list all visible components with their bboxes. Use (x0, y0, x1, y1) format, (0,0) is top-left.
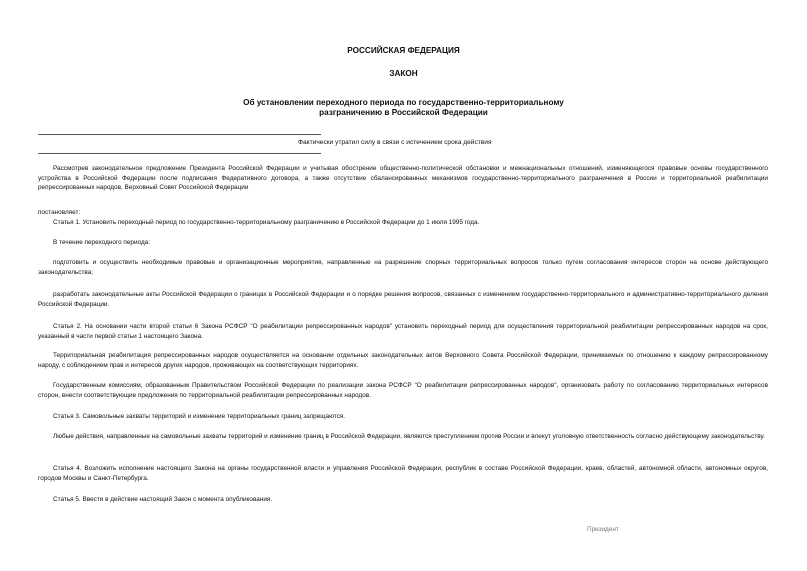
article-3-paragraph: Статья 3. Самовольные захваты территорий и изменение территориальных границ запрещаются. (53, 413, 346, 420)
preamble-paragraph: Рассмотрев законодательное предложение Президента Российской Федерации и учитывая обострение общественно-политической обстановки и межнациональных отношений, изменяющегося правовые основы государственного устройства в Российской Федерации после подписания Федеративного договора, а также отсутствие сбалансированных механизмов государственно-территориального разграничения в России и территориальной реабилитации репрессированных народов, Верховный Совет Российской Федерации (38, 165, 768, 192)
country-heading: РОССИЙСКАЯ ФЕДЕРАЦИЯ (347, 46, 460, 55)
article-4-paragraph: Статья 4. Возложить исполнение настоящего Закона на органы государственной власти и управления Российской Федерации, республик в составе Российской Федерации, краев, областей, автономной области, автономных округов, городов Москвы и Санкт-Петербурга. (38, 465, 768, 482)
resolves-line: постановляет: (38, 209, 81, 216)
develop-item-paragraph: разработать законодательные акты Российской Федерации о границах в Российской Федерации и о порядке решения вопросов, связанных с изменением государственно-территориального и административно-территориального деления Российской Федерации. (38, 291, 768, 308)
divider-top (38, 134, 321, 135)
article-5-paragraph: Статья 5. Ввести в действие настоящий Закон с момента опубликования. (53, 496, 273, 503)
document-type-heading: ЗАКОН (389, 69, 418, 78)
document-title (0, 98, 807, 118)
title-line-2: разграничению в Российской Федерации (319, 108, 488, 117)
any-actions-paragraph: Любые действия, направленные на самовольные захваты территорий и изменение границ в Российской Федерации, являются преступлением против России и влекут уголовную ответственность согласно действующему законодательству. (53, 433, 765, 440)
article-1-paragraph: Статья 1. Установить переходный период по государственно-территориальному разграничению в Российской Федерации до 1 июля 1995 года. (53, 219, 480, 226)
signature-president: Президент (587, 526, 619, 533)
status-note: Фактически утратил силу в связи с истечением срока действия (298, 139, 492, 146)
article-2-paragraph: Статья 2. На основании части второй статьи 6 Закона РСФСР "О реабилитации репрессированных народов" установить переходный период для осуществления территориальной реабилитации репрессированных народов на срок, указанный в части первой статьи 1 настоящего Закона. (38, 323, 768, 340)
territorial-rehabilitation-paragraph: Территориальная реабилитация репрессированных народов осуществляется на основании отдельных законодательных актов Верховного Совета Российской Федерации, принимаемых по отношению к каждому репрессированному народу, с соблюдением прав и интересов других народов, проживающих на соответствующих территориях. (38, 352, 768, 369)
prepare-item-paragraph: подготовить и осуществить необходимые правовые и организационные мероприятия, направленные на разрешение спорных территориальных вопросов только путем согласования интересов сторон на основе действующего законодательства; (38, 259, 768, 276)
title-line-1: Об установлении переходного периода по государственно-территориальному (243, 98, 564, 107)
transition-intro-paragraph: В течение переходного периода: (53, 239, 151, 246)
divider-bottom (38, 153, 321, 154)
commissions-paragraph: Государственным комиссиям, образованным Правительством Российской Федерации по реализации закона РСФСР "О реабилитации репрессированных народов", организовать работу по согласованию территориальных интересов сторон, внести соответствующие предложения по территориальной реабилитации репрессированных народов. (38, 382, 768, 399)
